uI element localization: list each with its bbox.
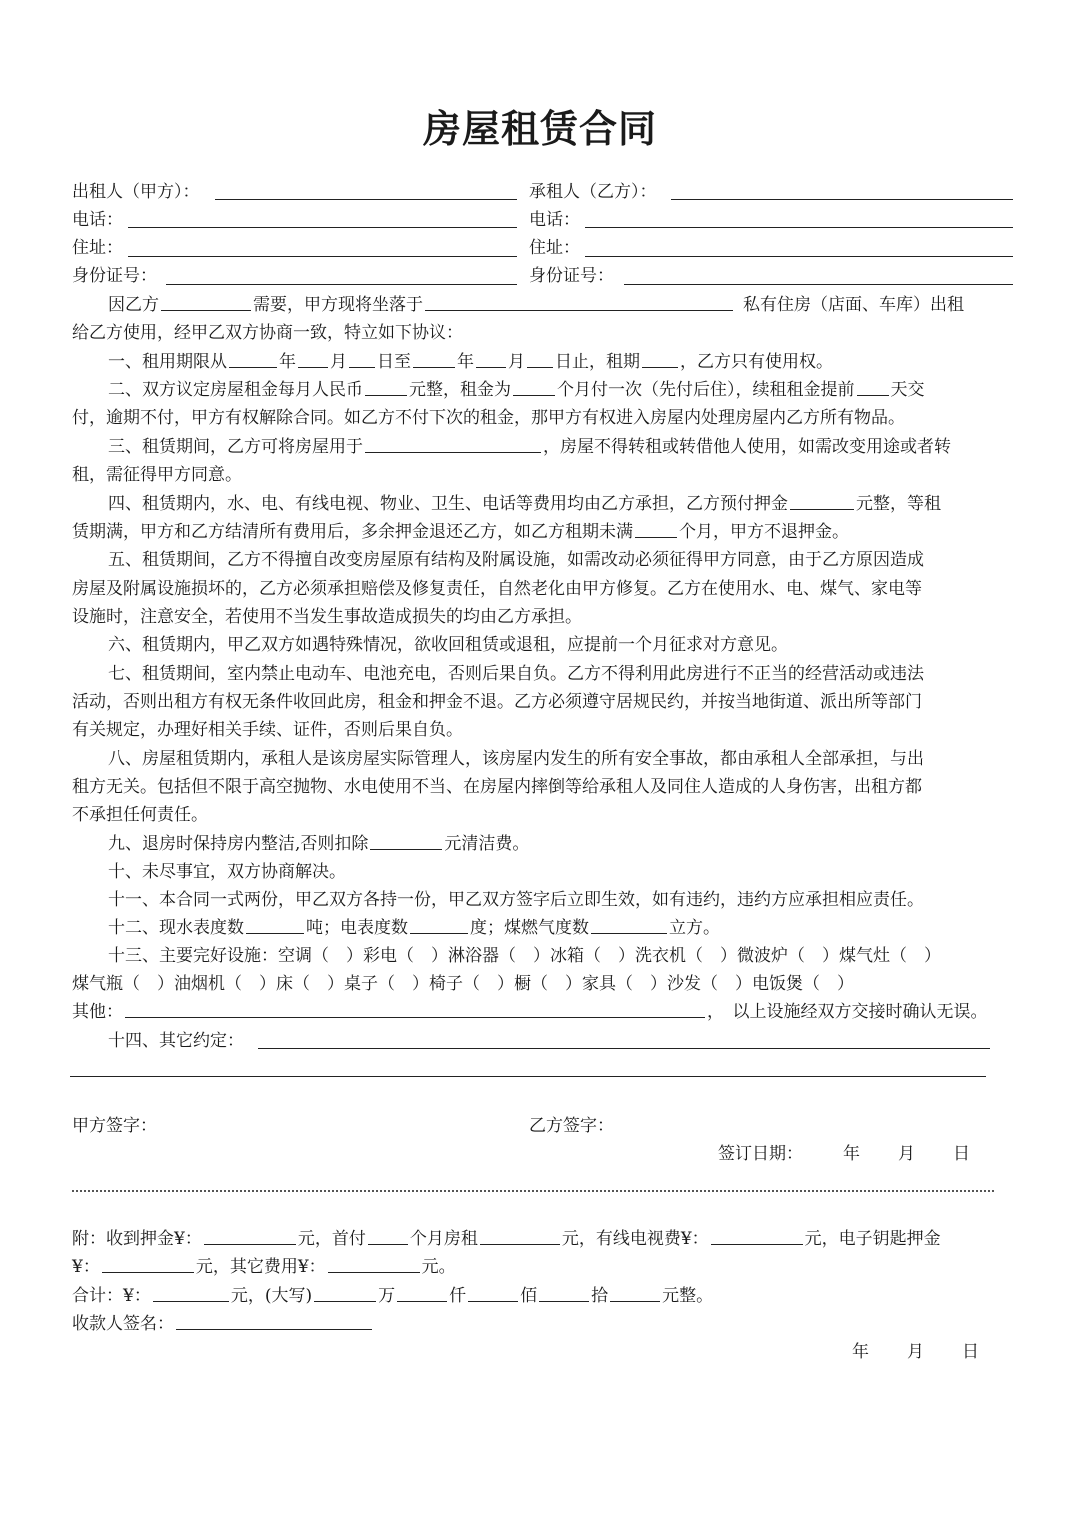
receipt-line-3 — [72, 1282, 1032, 1310]
min-months-field[interactable] — [635, 518, 677, 538]
lessor-name-field[interactable] — [215, 199, 517, 200]
intro-text: 私有住房（店面、车库）出租 — [743, 295, 964, 315]
location-field[interactable] — [425, 291, 733, 311]
receipt-line-2 — [72, 1253, 1032, 1281]
date-label: 签订日期： — [718, 1144, 803, 1164]
receipt-day[interactable]: 日 — [962, 1342, 979, 1362]
other-fees-field[interactable] — [328, 1253, 420, 1273]
total-qian-field[interactable] — [397, 1282, 447, 1302]
deposit-received-field[interactable] — [204, 1225, 296, 1245]
receipt-text: ¥： — [72, 1257, 100, 1277]
receipt-month[interactable]: 月 — [907, 1342, 924, 1362]
clause-3-line-2: 租，需征得甲方同意。 — [72, 465, 242, 485]
clause-13-line-1: 十三、主要完好设施：空调（ ）彩电（ ）淋浴器（ ）冰箱（ ）洗衣机（ ）微波炉（ ）煤气灶（ ） — [108, 946, 941, 966]
receipt-text: 元，其它费用¥： — [195, 1257, 326, 1277]
signature-label[interactable]: 乙方签字： — [529, 1116, 614, 1136]
clause-3 — [72, 433, 1068, 461]
clause-10: 十、未尽事宜，双方协商解决。 — [108, 862, 346, 882]
receipt-text: 元整。 — [662, 1286, 714, 1306]
total-bai-field[interactable] — [468, 1282, 518, 1302]
clause-text: 日至 — [377, 352, 411, 372]
electric-meter-field[interactable] — [410, 914, 468, 934]
gas-meter-field[interactable] — [591, 914, 667, 934]
clause-text: 月 — [330, 352, 347, 372]
start-year-field[interactable] — [229, 348, 277, 368]
lessor-phone-label: 电话： — [72, 210, 123, 230]
signing-date — [718, 1140, 1018, 1168]
lessee-id-field[interactable] — [624, 284, 1013, 285]
clause-1 — [72, 348, 1068, 376]
clause-8-line-1: 八、房屋租赁期内，承租人是该房屋实际管理人，该房屋内发生的所有安全事故，都由承租人全部承担，与出 — [108, 749, 924, 769]
clause-4 — [72, 490, 1068, 518]
clause-2 — [72, 376, 1068, 404]
payment-period-field[interactable] — [513, 376, 555, 396]
clause-5-line-1: 五、租赁期间，乙方不得擅自改变房屋原有结构及附属设施，如需改动必须征得甲方同意，由于乙方原因造成 — [108, 550, 924, 570]
contract-title: 房屋租赁合同 — [422, 107, 657, 151]
lessor-id-label: 身份证号： — [72, 266, 157, 286]
receipt-text: 个月房租 — [409, 1229, 478, 1249]
clause-5-line-3: 设施时，注意安全，若使用不当发生事故造成损失的均由乙方承担。 — [72, 607, 582, 627]
other-terms-field[interactable] — [258, 1048, 990, 1049]
lessee-row — [529, 178, 1009, 206]
clause-text: 年 — [457, 352, 474, 372]
date-year[interactable]: 年 — [843, 1144, 860, 1164]
clause-13-line-2: 煤气瓶（ ）油烟机（ ）床（ ）桌子（ ）椅子（ ）橱（ ）家具（ ）沙发（ ）电饭煲（ ） — [72, 974, 854, 994]
water-meter-field[interactable] — [246, 914, 304, 934]
receipt-text: 元，有线电视费¥： — [561, 1229, 709, 1249]
total-wan-field[interactable] — [314, 1282, 376, 1302]
end-month-field[interactable] — [476, 348, 506, 368]
clause-7-line-3: 有关规定，办理好相关手续、证件，否则后果自负。 — [72, 720, 463, 740]
intro-line-1 — [72, 291, 1068, 319]
clause-11: 十一、本合同一式两份，甲乙双方各持一份，甲乙双方签字后立即生效，如有违约，违约方应承担相应责任。 — [108, 890, 924, 910]
lessor-phone-field[interactable] — [128, 227, 517, 228]
clause-text: 日止，租期 — [555, 352, 640, 372]
clause-text: 元清洁费。 — [444, 834, 530, 854]
receipt-text: 元。 — [421, 1257, 456, 1277]
clause-6: 六、租赁期内，甲乙双方如遇特殊情况，欲收回租赁或退租，应提前一个月征求对方意见。 — [108, 635, 788, 655]
clause-text: 元整，租金为 — [409, 380, 511, 400]
lessee-phone-label: 电话： — [529, 210, 580, 230]
receipt-date — [852, 1338, 1032, 1366]
lease-term-field[interactable] — [642, 348, 678, 368]
lessee-id-row — [529, 262, 1009, 290]
usage-field[interactable] — [365, 433, 541, 453]
clause-text: 四、租赁期内，水、电、有线电视、物业、卫生、电话等费用均由乙方承担，乙方预付押金 — [108, 494, 788, 514]
end-year-field[interactable] — [413, 348, 455, 368]
cleaning-fee-field[interactable] — [370, 830, 442, 850]
other-facilities-field[interactable] — [125, 998, 705, 1018]
lessee-phone-field[interactable] — [585, 227, 1013, 228]
start-month-field[interactable] — [298, 348, 328, 368]
end-day-field[interactable] — [527, 348, 553, 368]
receipt-line-1 — [72, 1225, 1032, 1253]
first-months-field[interactable] — [368, 1225, 408, 1245]
receipt-year[interactable]: 年 — [852, 1342, 869, 1362]
clause-text: 十四、其它约定： — [108, 1031, 244, 1051]
cable-fee-field[interactable] — [711, 1225, 803, 1245]
intro-line-2: 给乙方使用，经甲乙双方协商一致，特立如下协议： — [72, 323, 463, 343]
purpose-field[interactable] — [161, 291, 251, 311]
key-deposit-field[interactable] — [102, 1253, 194, 1273]
total-field[interactable] — [153, 1282, 229, 1302]
lessee-address-row — [529, 234, 1009, 262]
receipt-text: 合计：¥： — [72, 1286, 151, 1306]
clause-7-line-1: 七、租赁期间，室内禁止电动车、电池充电，否则后果自负。乙方不得利用此房进行不正当的经营活动或违法 — [108, 664, 924, 684]
divider — [72, 1190, 994, 1192]
clause-9 — [72, 830, 1068, 858]
renewal-days-field[interactable] — [857, 376, 889, 396]
lessee-label: 承租人（乙方）： — [529, 182, 657, 202]
clause-text: 其他： — [72, 1002, 123, 1022]
clause-text: 十二、现水表度数 — [108, 918, 244, 938]
clause-text: 年 — [279, 352, 296, 372]
clause-text: 度；煤燃气度数 — [470, 918, 589, 938]
receipt-text: 元，首付 — [297, 1229, 366, 1249]
lessor-address-field[interactable] — [128, 256, 517, 257]
clause-2-line-2: 付，逾期不付，甲方有权解除合同。如乙方不付下次的租金，那甲方有权进入房屋内处理房屋内乙方所有物品。 — [72, 408, 905, 428]
lessee-phone-row — [529, 206, 1009, 234]
start-day-field[interactable] — [349, 348, 375, 368]
clause-7-line-2: 活动，否则出租方有权无条件收回此房，租金和押金不退。乙方必须遵守居规民约，并按当地街道、派出所等部门 — [72, 692, 922, 712]
lessor-label: 出租人（甲方）： — [72, 182, 200, 202]
clause-8-line-2: 租方无关。包括但不限于高空抛物、水电使用不当、在房屋内摔倒等给承租人及同住人造成的人身伤害，出租方都 — [72, 777, 922, 797]
receipt-text: 万 — [378, 1286, 396, 1306]
clause-14 — [72, 1027, 1068, 1055]
clause-text: 一、租用期限从 — [108, 352, 227, 372]
receipt-text: 佰 — [520, 1286, 538, 1306]
clause-text: 元整，等租 — [856, 494, 941, 514]
payee-signature-field[interactable] — [176, 1310, 372, 1330]
clause-text: 吨；电表度数 — [306, 918, 408, 938]
clause-text: 九、退房时保持房内整洁,否则扣除 — [108, 834, 369, 854]
receipt-text: 拾 — [591, 1286, 609, 1306]
total-shi-field[interactable] — [539, 1282, 589, 1302]
clause-text: 个月付一次（先付后住），续租租金提前 — [557, 380, 855, 400]
total-yuan-field[interactable] — [610, 1282, 660, 1302]
clause-13-line-3 — [72, 998, 1032, 1026]
party-b-signature — [529, 1112, 929, 1140]
clause-text: ，乙方只有使用权。 — [680, 352, 833, 372]
receipt-text: 仟 — [449, 1286, 467, 1306]
clause-text: 赁期满，甲方和乙方结清所有费用后，多余押金退还乙方，如乙方租期未满 — [72, 522, 633, 542]
intro-text: 需要，甲方现将坐落于 — [253, 295, 423, 315]
first-rent-field[interactable] — [480, 1225, 560, 1245]
clause-text: 天交 — [890, 380, 925, 400]
clause-text: 立方。 — [669, 918, 720, 938]
other-terms-field-2[interactable] — [70, 1076, 986, 1077]
lessee-id-label: 身份证号： — [529, 266, 614, 286]
clause-12 — [72, 914, 1068, 942]
receipt-text: 元，(大写) — [230, 1286, 313, 1306]
clause-text: 三、租赁期间，乙方可将房屋用于 — [108, 437, 363, 457]
clause-text: ， 以上设施经双方交接时确认无误。 — [707, 1002, 988, 1022]
lessee-address-field[interactable] — [585, 256, 1013, 257]
clause-4-line-2 — [72, 518, 1032, 546]
clause-text: 个月，甲方不退押金。 — [679, 522, 849, 542]
clause-text: ，房屋不得转租或转借他人使用，如需改变用途或者转 — [543, 437, 951, 457]
date-month[interactable]: 月 — [898, 1144, 915, 1164]
intro-text: 因乙方 — [108, 295, 159, 315]
lessor-address-label: 住址： — [72, 238, 123, 258]
monthly-rent-field[interactable] — [365, 376, 407, 396]
clause-text: 二、双方议定房屋租金每月人民币 — [108, 380, 363, 400]
receipt-line-4 — [72, 1310, 1032, 1338]
signature-label[interactable]: 甲方签字： — [72, 1116, 157, 1136]
lessee-name-field[interactable] — [671, 199, 1013, 200]
lessor-id-field[interactable] — [166, 284, 517, 285]
receipt-text: 收款人签名： — [72, 1314, 174, 1334]
clause-8-line-3: 不承担任何责任。 — [72, 805, 208, 825]
receipt-text: 附：收到押金¥： — [72, 1229, 202, 1249]
receipt-text: 元，电子钥匙押金 — [804, 1229, 941, 1249]
clause-text: 月 — [508, 352, 525, 372]
date-day[interactable]: 日 — [953, 1144, 970, 1164]
deposit-field[interactable] — [790, 490, 854, 510]
clause-5-line-2: 房屋及附属设施损坏的，乙方必须承担赔偿及修复责任，自然老化由甲方修复。乙方在使用水、电、煤气、家电等 — [72, 579, 922, 599]
lessee-address-label: 住址： — [529, 238, 580, 258]
